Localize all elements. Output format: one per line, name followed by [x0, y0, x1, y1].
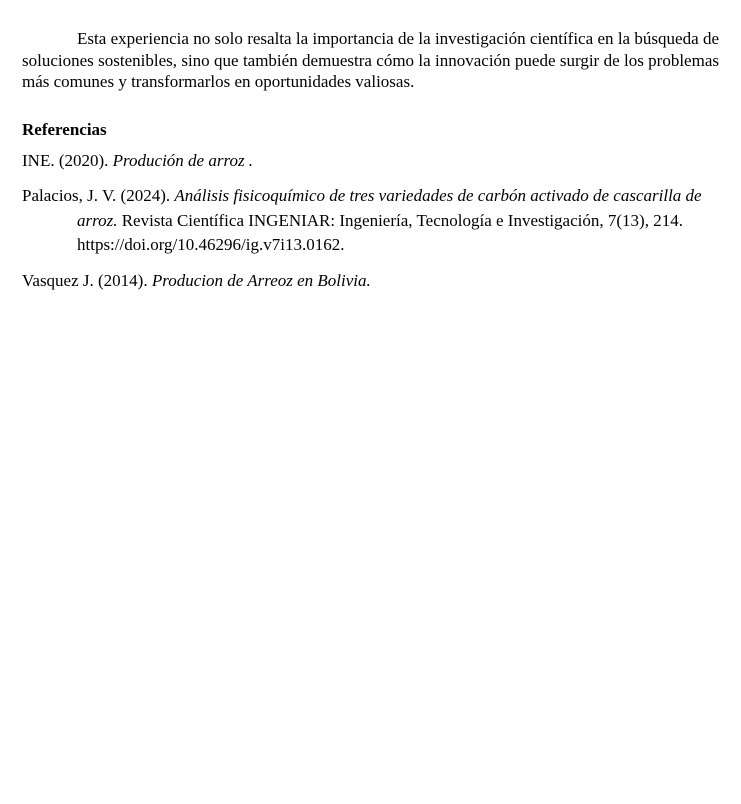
references-heading: Referencias [22, 119, 107, 139]
reference-title: Análisis fisicoquímico de tres variedades de carbón activado de cascarilla de arroz. [77, 186, 702, 230]
reference-author-year: Palacios, J. V. (2024). [22, 186, 175, 205]
reference-source: Revista Científica INGENIAR: Ingeniería, Tecnología e Investigación, 7(13), 214. https://doi.org/10.46296/ig.v7i13.0162. [77, 210, 683, 254]
document-page [22, 28, 719, 293]
reference-title: Producion de Arreoz en Bolivia. [151, 270, 371, 290]
reference-item-vasquez [22, 269, 719, 294]
reference-title: Produción de arroz . [112, 150, 254, 170]
reference-item-ine [22, 149, 719, 174]
reference-item-palacios [22, 184, 719, 258]
reference-author-year: INE. (2020). [22, 150, 113, 170]
body-paragraph: Esta experiencia no solo resalta la importancia de la investigación científica en la búsqueda de soluciones sostenibles, sino que también demuestra cómo la innovación puede surgir de los problemas más comunes y transformarlos en oportunidades valiosas. [22, 29, 719, 91]
reference-author-year: Vasquez J. (2014). [22, 270, 152, 290]
